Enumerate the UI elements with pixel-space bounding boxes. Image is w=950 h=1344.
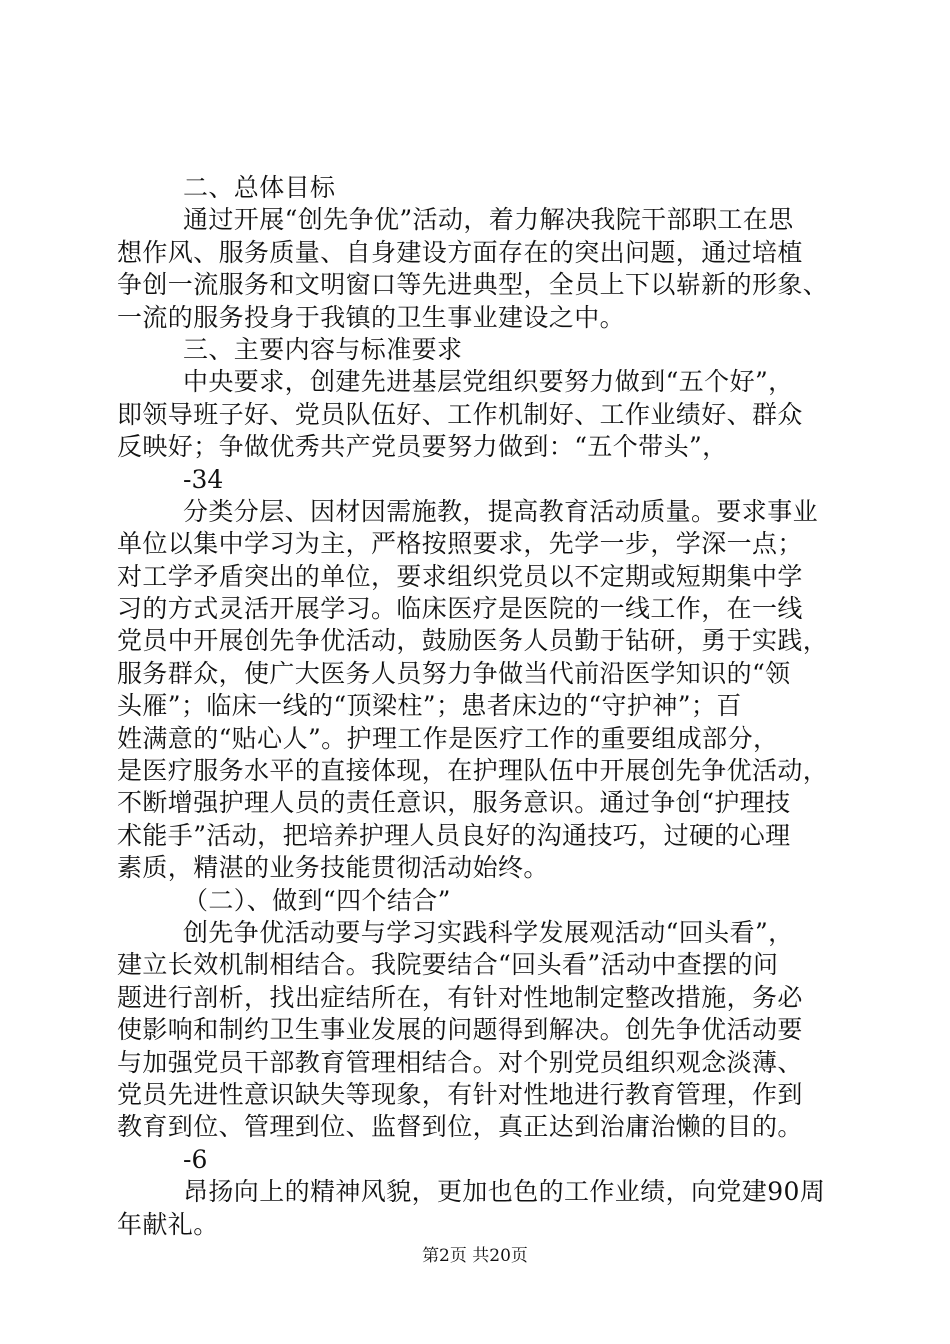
paragraph-line: 术能手”活动，把培养护理人员良好的沟通技巧，过硬的心理 xyxy=(117,820,791,850)
paragraph-line: 想作风、服务质量、自身建设方面存在的突出问题，通过培植 xyxy=(117,237,803,267)
page-marker: -6 xyxy=(183,1144,208,1174)
paragraph-line: 中央要求，创建先进基层党组织要努力做到“五个好”， xyxy=(183,367,794,397)
paragraph-line: 建立长效机制相结合。我院要结合“回头看”活动中查摆的问 xyxy=(117,950,779,980)
paragraph-line: 通过开展“创先争优”活动，着力解决我院干部职工在思 xyxy=(183,205,794,235)
paragraph-line: 是医疗服务水平的直接体现，在护理队伍中开展创先争优活动， xyxy=(117,756,829,786)
paragraph-line: 年献礼。 xyxy=(117,1209,219,1239)
paragraph-line: 分类分层、因材因需施教，提高教育活动质量。要求事业 xyxy=(183,496,819,526)
paragraph-line: 反映好；争做优秀共产党员要努力做到：“五个带头”， xyxy=(117,432,728,462)
paragraph-line: 单位以集中学习为主，严格按照要求，先学一步，学深一点； xyxy=(117,529,803,559)
paragraph-line: 使影响和制约卫生事业发展的问题得到解决。创先争优活动要 xyxy=(117,1015,803,1045)
paragraph-line: 姓满意的“贴心人”。护理工作是医疗工作的重要组成部分， xyxy=(117,723,779,753)
paragraph-line: 党员中开展创先争优活动，鼓励医务人员勤于钻研，勇于实践， xyxy=(117,626,829,656)
document-body xyxy=(117,172,835,1241)
paragraph-line: 对工学矛盾突出的单位，要求组织党员以不定期或短期集中学 xyxy=(117,561,803,591)
paragraph-line: 即领导班子好、党员队伍好、工作机制好、工作业绩好、群众 xyxy=(117,399,803,429)
paragraph-line: 服务群众，使广大医务人员努力争做当代前沿医学知识的“领 xyxy=(117,658,791,688)
section-heading: 三、主要内容与标准要求 xyxy=(183,334,463,364)
paragraph-line: 一流的服务投身于我镇的卫生事业建设之中。 xyxy=(117,302,626,332)
page-footer: 第2页 共20页 xyxy=(422,1246,528,1266)
paragraph-line: 习的方式灵活开展学习。临床医疗是医院的一线工作，在一线 xyxy=(117,594,803,624)
section-heading: （二）、做到“四个结合” xyxy=(183,885,451,915)
paragraph-line: 创先争优活动要与学习实践科学发展观活动“回头看”， xyxy=(183,917,794,947)
paragraph-line: 党员先进性意识缺失等现象，有针对性地进行教育管理，作到 xyxy=(117,1079,803,1109)
paragraph-line: 争创一流服务和文明窗口等先进典型，全员上下以崭新的形象、 xyxy=(117,270,829,300)
paragraph-line: 素质，精湛的业务技能贯彻活动始终。 xyxy=(117,853,549,883)
paragraph-line: 题进行剖析，找出症结所在，有针对性地制定整改措施，务必 xyxy=(117,982,803,1012)
paragraph-line: 教育到位、管理到位、监督到位，真正达到治庸治懒的目的。 xyxy=(117,1112,803,1142)
page-marker: -34 xyxy=(183,464,224,494)
section-heading: 二、总体目标 xyxy=(183,173,336,202)
paragraph-line: 昂扬向上的精神风貌，更加也色的工作业绩，向党建90周 xyxy=(183,1177,826,1207)
paragraph-line: 头雁”；临床一线的“顶梁柱”；患者床边的“守护神”；百 xyxy=(117,691,742,721)
paragraph-line: 与加强党员干部教育管理相结合。对个别党员组织观念淡薄、 xyxy=(117,1047,803,1077)
paragraph-line: 不断增强护理人员的责任意识，服务意识。通过争创“护理技 xyxy=(117,788,791,818)
